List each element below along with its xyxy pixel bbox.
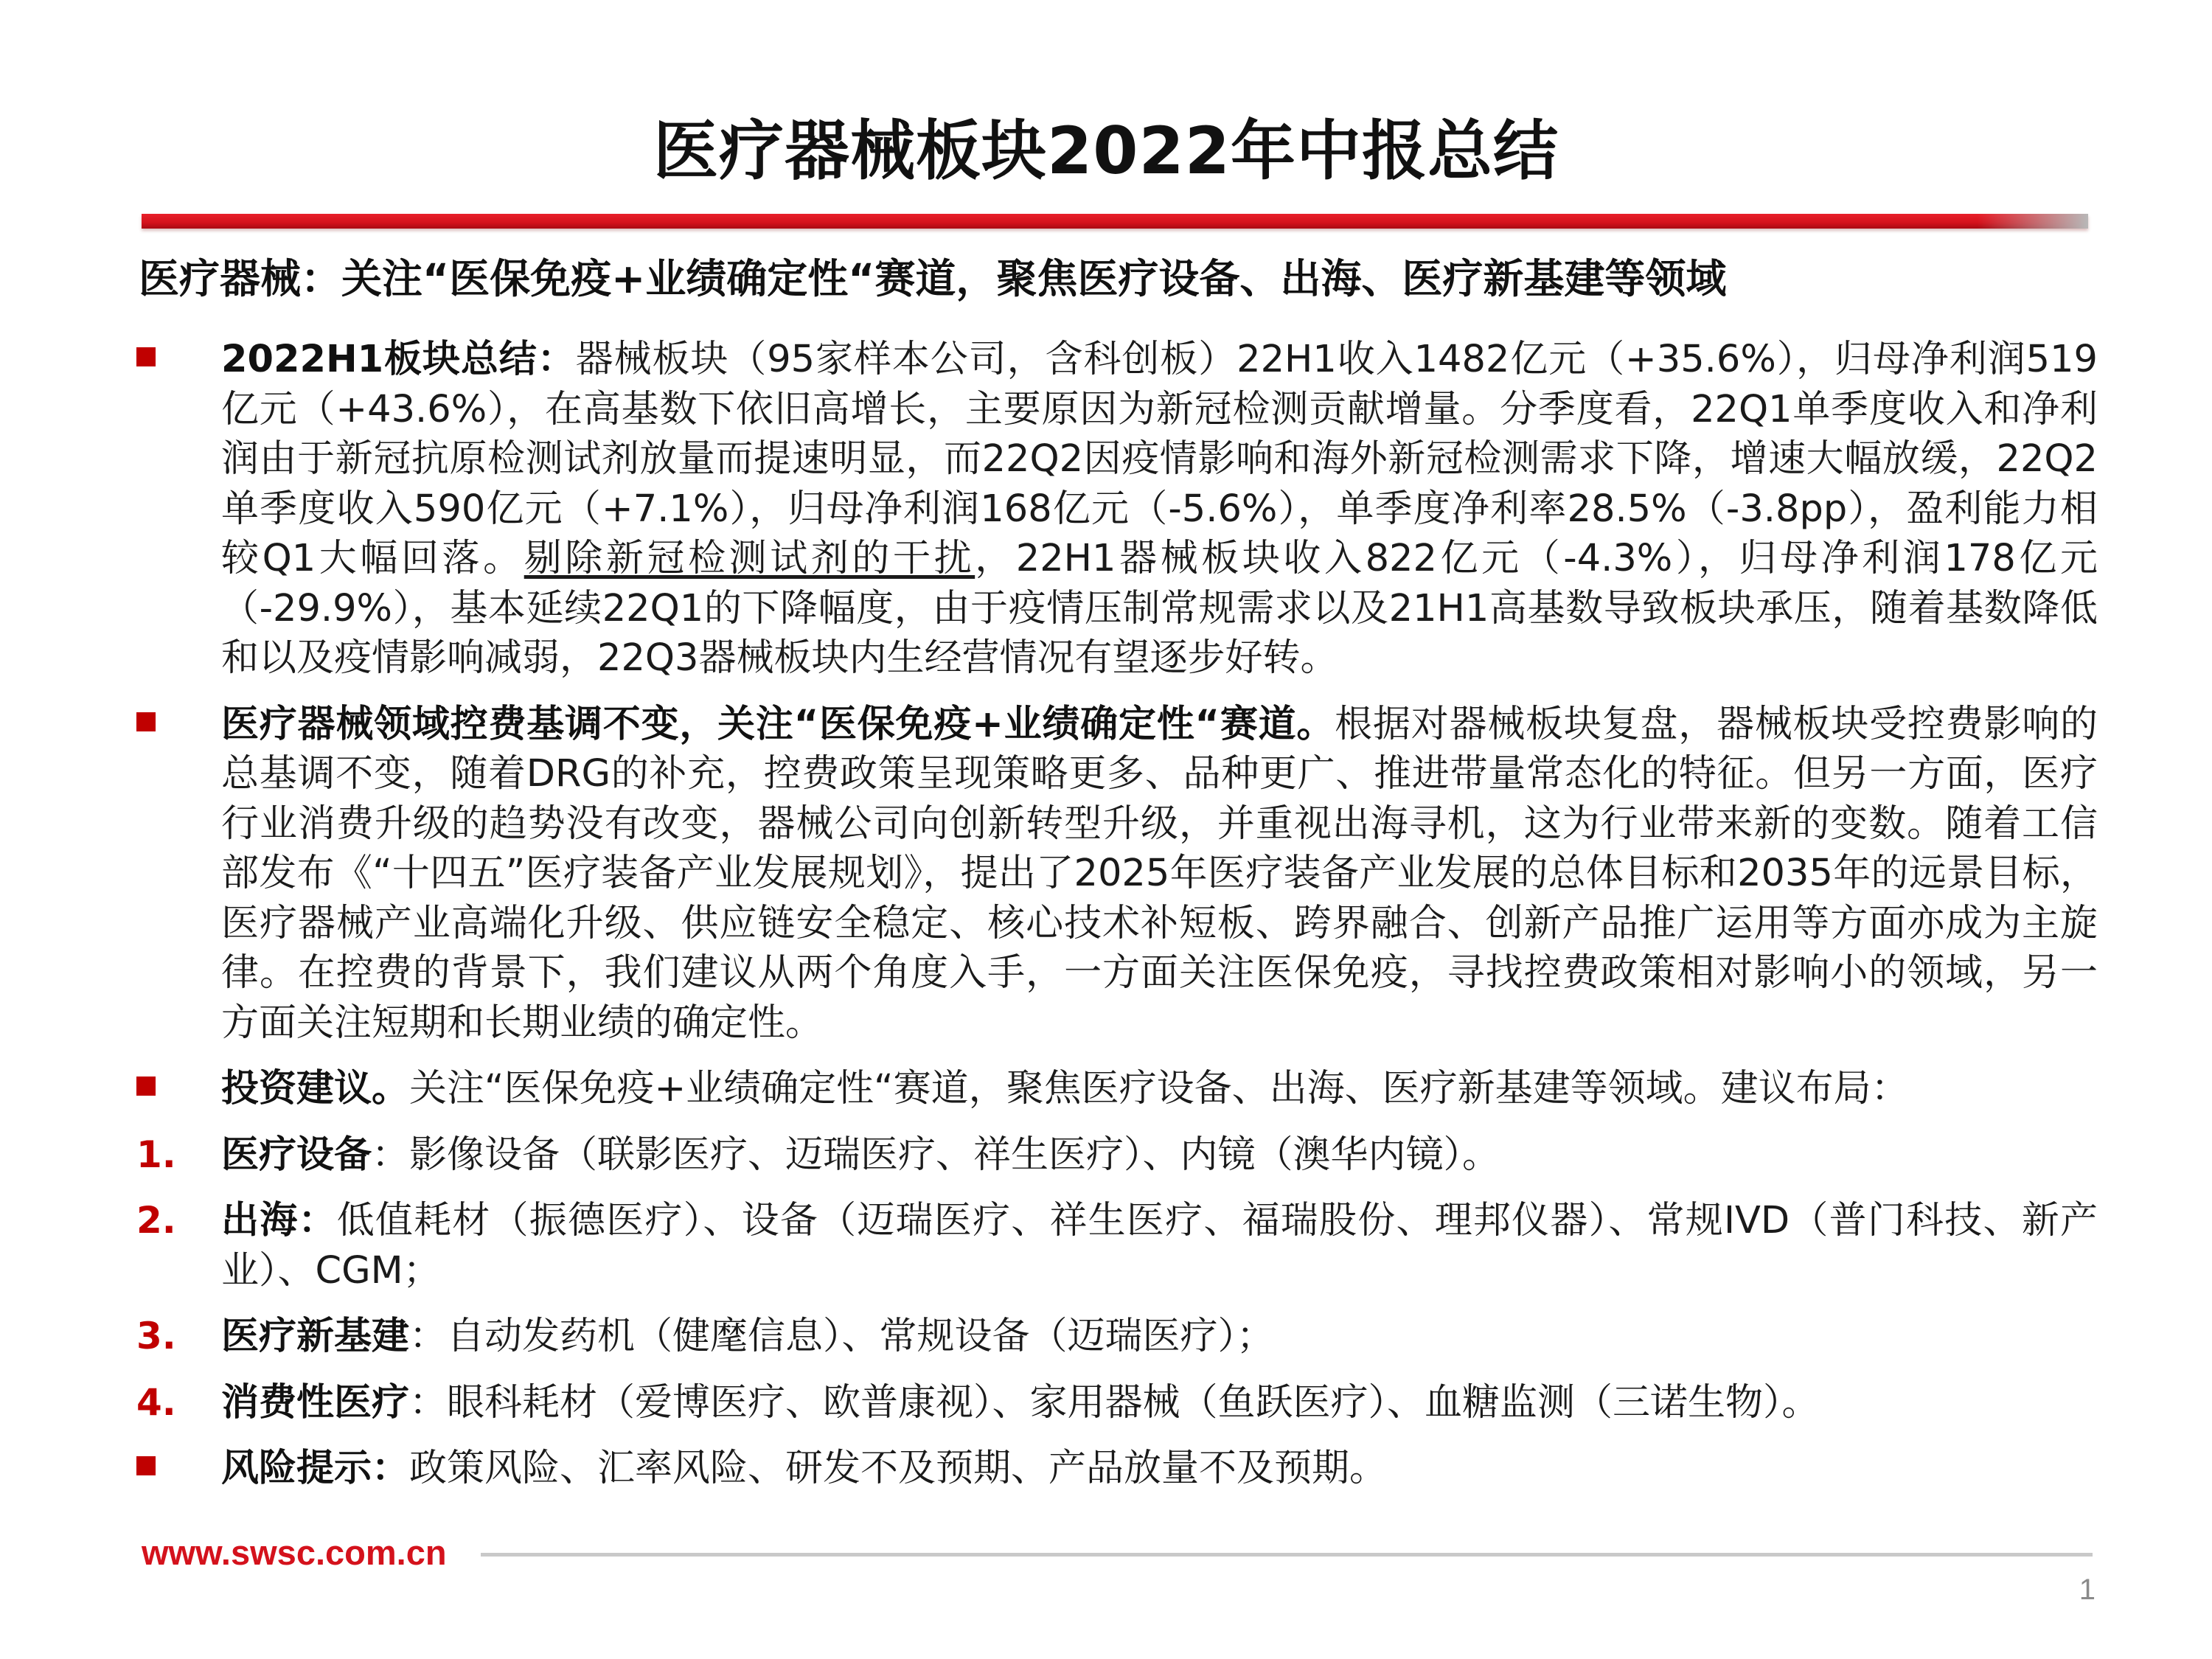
bullet-lead: 医疗器械领域控费基调不变，关注“医保免疫+业绩确定性“赛道。 bbox=[221, 702, 1335, 746]
bullet-lead: 风险提示： bbox=[221, 1447, 410, 1490]
item-lead: 医疗新基建 bbox=[221, 1315, 410, 1358]
list-number: 3. bbox=[136, 1315, 176, 1357]
bullet-square-marker bbox=[136, 1064, 210, 1114]
list-number: 4. bbox=[136, 1380, 176, 1424]
numbered-item-overseas bbox=[136, 1196, 2098, 1295]
title-divider-bar bbox=[142, 214, 2088, 229]
bullet-lead: 投资建议。 bbox=[221, 1067, 410, 1110]
item-lead: 医疗设备 bbox=[221, 1133, 372, 1177]
bullet-text: 器械板块（95家样本公司，含科创板）22H1收入1482亿元（+35.6%），归母净利润519亿元（+43.6%），在高基数下依旧高增长，主要原因为新冠检测贡献增量。分季度看，22Q1单季度收入和净利润由于新冠抗原检测试剂放量而提速明显，而22Q2因疫情影响和海外新冠检测需求下降，增速大幅放缓，22Q2单季度收入590亿元（+7.1%），归母净利润168亿元（-5.6%），单季度净利率28.5%（-3.8pp），盈利能力相较Q1大幅回落。 bbox=[221, 338, 2098, 580]
footer-divider bbox=[481, 1553, 2093, 1557]
item-text: ：自动发药机（健麾信息）、常规设备（迈瑞医疗）； bbox=[409, 1315, 1275, 1358]
item-lead: 消费性医疗 bbox=[221, 1380, 410, 1425]
numbered-item-medical-equipment bbox=[136, 1130, 2098, 1180]
bullet-text-tail: ，22H1器械板块收入822亿元（-4.3%），归母净利润178亿元（-29.9%），基本延续22Q1的下降幅度，由于疫情压制常规需求以及21H1高基数导致板块承压，随着基数降低和以及疫情影响减弱，22Q3器械板块内生经营情况有望逐步好转。 bbox=[221, 537, 2098, 680]
page-number: 1 bbox=[2079, 1573, 2096, 1606]
bullet-text: 关注“医保免疫+业绩确定性“赛道，聚焦医疗设备、出海、医疗新基建等领域。建议布局： bbox=[409, 1067, 1909, 1110]
section-subtitle: 医疗器械：关注“医保免疫+业绩确定性“赛道，聚焦医疗设备、出海、医疗新基建等领域 bbox=[139, 255, 1727, 302]
item-lead: 出海： bbox=[221, 1199, 337, 1242]
list-number: 2. bbox=[136, 1199, 176, 1242]
content-list bbox=[136, 335, 2098, 1494]
bullet-square-marker bbox=[136, 1444, 210, 1494]
bullet-text: 政策风险、汇率风险、研发不及预期、产品放量不及预期。 bbox=[409, 1447, 1388, 1490]
bullet-h1-summary bbox=[136, 335, 2098, 684]
item-text: 低值耗材（振德医疗）、设备（迈瑞医疗、祥生医疗、福瑞股份、理邦仪器）、常规IVD（普门科技、新产业）、CGM； bbox=[221, 1199, 2098, 1293]
bullet-investment-advice bbox=[136, 1064, 2098, 1114]
underlined-text: 剔除新冠检测试剂的干扰 bbox=[524, 537, 975, 580]
bullet-text: 根据对器械板块复盘，器械板块受控费影响的总基调不变，随着DRG的补充，控费政策呈现策略更多、品种更广、推进带量常态化的特征。但另一方面，医疗行业消费升级的趋势没有改变，器械公司向创新转型升级，并重视出海寻机，这为行业带来新的变数。随着工信部发布《“十四五”医疗装备产业发展规划》，提出了2025年医疗装备产业发展的总体目标和2035年的远景目标，医疗器械产业高端化升级、供应链安全稳定、核心技术补短板、跨界融合、创新产品推广运用等方面亦成为主旋律。在控费的背景下，我们建议从两个角度入手，一方面关注医保免疫，寻找控费政策相对影响小的领域，另一方面关注短期和长期业绩的确定性。 bbox=[221, 702, 2098, 1045]
bullet-square-marker bbox=[136, 700, 210, 750]
bullet-risk-warning bbox=[136, 1444, 2098, 1494]
footer-website-link[interactable]: www.swsc.com.cn bbox=[142, 1533, 447, 1572]
bullet-lead: 2022H1板块总结： bbox=[221, 338, 576, 381]
numbered-item-consumer-medical bbox=[136, 1378, 2098, 1428]
bullet-square-marker bbox=[136, 335, 210, 385]
list-number: 1. bbox=[136, 1133, 176, 1176]
item-text: ：影像设备（联影医疗、迈瑞医疗、祥生医疗）、内镜（澳华内镜）。 bbox=[372, 1133, 1500, 1177]
page-title: 医疗器械板块2022年中报总结 bbox=[653, 113, 1559, 189]
numbered-item-new-infrastructure bbox=[136, 1312, 2098, 1362]
item-text: ：眼科耗材（爱博医疗、欧普康视）、家用器械（鱼跃医疗）、血糖监测（三诺生物）。 bbox=[409, 1380, 1820, 1425]
bullet-cost-control bbox=[136, 700, 2098, 1048]
